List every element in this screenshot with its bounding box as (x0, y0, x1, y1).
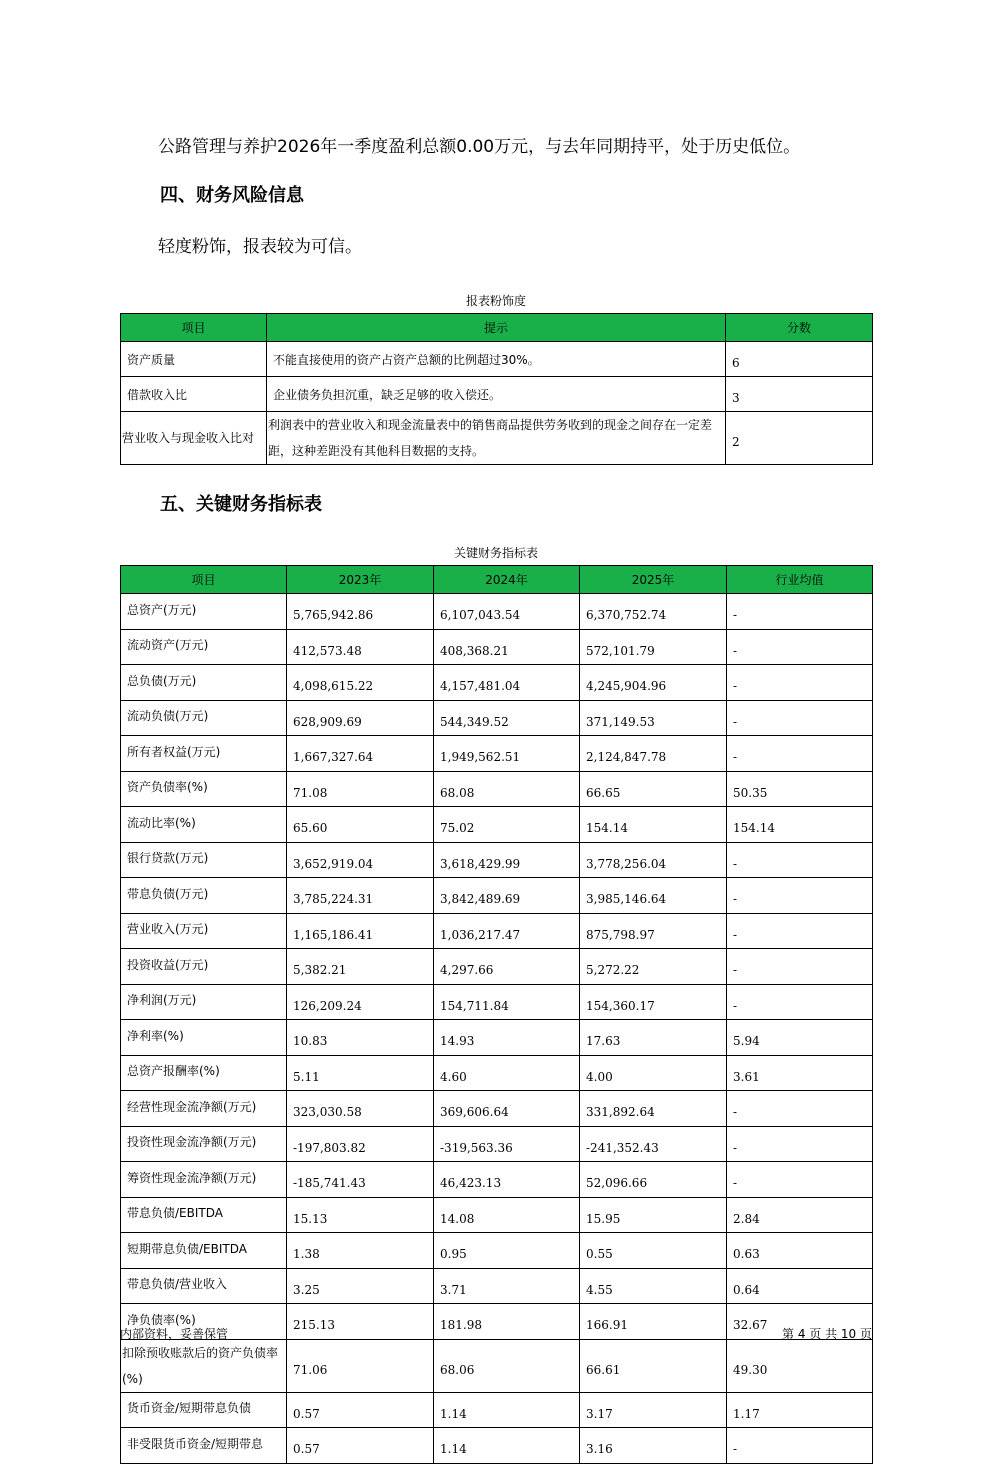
kfi-row (121, 913, 873, 949)
kfi-value: 0.57 (287, 1428, 434, 1464)
kfi-industry-avg: 154.14 (727, 807, 873, 843)
risk-header-hint: 提示 (267, 314, 726, 342)
kfi-item-label: 经营性现金流净额(万元) (121, 1091, 287, 1127)
kfi-value: 1,667,327.64 (287, 736, 434, 772)
kfi-row (121, 1339, 873, 1392)
kfi-industry-avg: 50.35 (727, 771, 873, 807)
kfi-value: 572,101.79 (580, 629, 727, 665)
kfi-value: 5,272.22 (580, 949, 727, 985)
kfi-row (121, 1268, 873, 1304)
kfi-item-label: 总资产(万元) (121, 594, 287, 630)
risk-score: 3 (726, 377, 873, 412)
kfi-value: 10.83 (287, 1020, 434, 1056)
kfi-value: 71.08 (287, 771, 434, 807)
kfi-value: 71.06 (287, 1339, 434, 1392)
kfi-row (121, 1126, 873, 1162)
kfi-value: 1.14 (434, 1392, 580, 1428)
kfi-value: 154.14 (580, 807, 727, 843)
kfi-row (121, 594, 873, 630)
kfi-value: 65.60 (287, 807, 434, 843)
kfi-item-label: 所有者权益(万元) (121, 736, 287, 772)
kfi-row (121, 1428, 873, 1464)
kfi-value: 408,368.21 (434, 629, 580, 665)
risk-row (121, 412, 873, 465)
kfi-value: 1,036,217.47 (434, 913, 580, 949)
kfi-row (121, 1233, 873, 1269)
kfi-row (121, 807, 873, 843)
kfi-value: 1,949,562.51 (434, 736, 580, 772)
kfi-item-label: 净利润(万元) (121, 984, 287, 1020)
kfi-value: 1.38 (287, 1233, 434, 1269)
kfi-value: 15.13 (287, 1197, 434, 1233)
kfi-value: 166.91 (580, 1304, 727, 1340)
kfi-industry-avg: 5.94 (727, 1020, 873, 1056)
kfi-row (121, 1055, 873, 1091)
kfi-industry-avg: 0.64 (727, 1268, 873, 1304)
kfi-row (121, 1304, 873, 1340)
kfi-item-label: 带息负债(万元) (121, 878, 287, 914)
kfi-industry-avg: - (727, 1126, 873, 1162)
kfi-industry-avg: - (727, 1162, 873, 1198)
kfi-value: 181.98 (434, 1304, 580, 1340)
kfi-value: 3.25 (287, 1268, 434, 1304)
kfi-value: 75.02 (434, 807, 580, 843)
kfi-row (121, 842, 873, 878)
risk-hint: 不能直接使用的资产占资产总额的比例超过30%。 (267, 342, 726, 377)
kfi-row (121, 736, 873, 772)
kfi-industry-avg: 2.84 (727, 1197, 873, 1233)
kfi-value: 4,297.66 (434, 949, 580, 985)
kfi-industry-avg: - (727, 700, 873, 736)
kfi-item-label: 净利率(%) (121, 1020, 287, 1056)
kfi-industry-avg: - (727, 878, 873, 914)
kfi-value: 4,157,481.04 (434, 665, 580, 701)
risk-item: 借款收入比 (121, 377, 267, 412)
risk-table-header (121, 314, 873, 342)
risk-row (121, 377, 873, 412)
kfi-value: 215.13 (287, 1304, 434, 1340)
kfi-value: 4,245,904.96 (580, 665, 727, 701)
kfi-value: 3,778,256.04 (580, 842, 727, 878)
risk-row (121, 342, 873, 377)
kfi-value: 66.65 (580, 771, 727, 807)
risk-table-caption: 报表粉饰度 (465, 294, 526, 308)
kfi-item-label: 投资性现金流净额(万元) (121, 1126, 287, 1162)
kfi-value: 369,606.64 (434, 1091, 580, 1127)
kfi-value: 323,030.58 (287, 1091, 434, 1127)
kfi-value: 2,124,847.78 (580, 736, 727, 772)
kfi-row (121, 1020, 873, 1056)
kfi-value: 3,618,429.99 (434, 842, 580, 878)
risk-item: 资产质量 (121, 342, 267, 377)
kfi-industry-avg: - (727, 949, 873, 985)
kfi-value: 68.06 (434, 1339, 580, 1392)
kfi-value: 4.60 (434, 1055, 580, 1091)
kfi-item-label: 带息负债/营业收入 (121, 1268, 287, 1304)
kfi-industry-avg: - (727, 1428, 873, 1464)
kfi-industry-avg: 49.30 (727, 1339, 873, 1392)
kfi-industry-avg: - (727, 629, 873, 665)
kfi-header-2024: 2024年 (434, 566, 580, 594)
kfi-value: 6,107,043.54 (434, 594, 580, 630)
kfi-industry-avg: 3.61 (727, 1055, 873, 1091)
risk-item: 营业收入与现金收入比对 (121, 412, 267, 465)
kfi-industry-avg: 0.63 (727, 1233, 873, 1269)
kfi-value: 4,098,615.22 (287, 665, 434, 701)
kfi-row (121, 984, 873, 1020)
kfi-row (121, 1197, 873, 1233)
kfi-header-item: 项目 (121, 566, 287, 594)
kfi-value: 412,573.48 (287, 629, 434, 665)
risk-score: 6 (726, 342, 873, 377)
kfi-item-label: 筹资性现金流净额(万元) (121, 1162, 287, 1198)
kfi-value: 4.00 (580, 1055, 727, 1091)
footer-left: 内部资料，妥善保管 (120, 1327, 229, 1341)
kfi-value: 3,985,146.64 (580, 878, 727, 914)
section5-heading: 五、关键财务指标表 (160, 494, 322, 515)
kfi-value: 3.17 (580, 1392, 727, 1428)
kfi-value: 14.08 (434, 1197, 580, 1233)
kfi-industry-avg: - (727, 913, 873, 949)
kfi-value: -241,352.43 (580, 1126, 727, 1162)
kfi-row (121, 629, 873, 665)
kfi-row (121, 1392, 873, 1428)
kfi-value: 0.57 (287, 1392, 434, 1428)
kfi-row (121, 1091, 873, 1127)
kfi-table-header (121, 566, 873, 594)
kfi-value: 6,370,752.74 (580, 594, 727, 630)
risk-header-score: 分数 (726, 314, 873, 342)
risk-score: 2 (726, 412, 873, 465)
risk-table (120, 313, 873, 465)
kfi-value: 875,798.97 (580, 913, 727, 949)
kfi-industry-avg: - (727, 594, 873, 630)
kfi-value: 15.95 (580, 1197, 727, 1233)
kfi-value: 17.63 (580, 1020, 727, 1056)
kfi-value: 0.55 (580, 1233, 727, 1269)
risk-hint: 利润表中的营业收入和现金流量表中的销售商品提供劳务收到的现金之间存在一定差距，这种差距没有其他科目数据的支持。 (267, 412, 726, 465)
kfi-value: 371,149.53 (580, 700, 727, 736)
kfi-value: 4.55 (580, 1268, 727, 1304)
kfi-value: 5,382.21 (287, 949, 434, 985)
kfi-industry-avg: - (727, 1091, 873, 1127)
kfi-value: 5.11 (287, 1055, 434, 1091)
kfi-value: 154,711.84 (434, 984, 580, 1020)
kfi-item-label: 资产负债率(%) (121, 771, 287, 807)
risk-header-item: 项目 (121, 314, 267, 342)
kfi-industry-avg: - (727, 842, 873, 878)
page-number: 第 4 页 共 10 页 (782, 1327, 872, 1341)
kfi-item-label: 带息负债/EBITDA (121, 1197, 287, 1233)
kfi-item-label: 银行贷款(万元) (121, 842, 287, 878)
kfi-row (121, 878, 873, 914)
kfi-item-label: 总负债(万元) (121, 665, 287, 701)
kfi-value: 628,909.69 (287, 700, 434, 736)
kfi-row (121, 665, 873, 701)
kfi-header-2023: 2023年 (287, 566, 434, 594)
kfi-value: 68.08 (434, 771, 580, 807)
kfi-industry-avg: - (727, 736, 873, 772)
kfi-industry-avg: - (727, 665, 873, 701)
kfi-item-label: 流动资产(万元) (121, 629, 287, 665)
kfi-value: 3.71 (434, 1268, 580, 1304)
kfi-industry-avg: 1.17 (727, 1392, 873, 1428)
kfi-header-2025: 2025年 (580, 566, 727, 594)
kfi-value: 46,423.13 (434, 1162, 580, 1198)
kfi-item-label: 扣除预收账款后的资产负债率(%) (121, 1339, 287, 1392)
kfi-table-caption: 关键财务指标表 (453, 546, 538, 560)
kfi-item-label: 流动比率(%) (121, 807, 287, 843)
kfi-value: 0.95 (434, 1233, 580, 1269)
kfi-row (121, 949, 873, 985)
kfi-item-label: 流动负债(万元) (121, 700, 287, 736)
kfi-value: 331,892.64 (580, 1091, 727, 1127)
kfi-item-label: 非受限货币资金/短期带息 (121, 1428, 287, 1464)
kfi-value: 1.14 (434, 1428, 580, 1464)
kfi-item-label: 净负债率(%) (121, 1304, 287, 1340)
kfi-value: 66.61 (580, 1339, 727, 1392)
kfi-header-industry-avg: 行业均值 (727, 566, 873, 594)
section4-heading: 四、财务风险信息 (160, 185, 304, 206)
kfi-value: 3,652,919.04 (287, 842, 434, 878)
kfi-item-label: 投资收益(万元) (121, 949, 287, 985)
kfi-industry-avg: 32.67 (727, 1304, 873, 1340)
kfi-value: 1,165,186.41 (287, 913, 434, 949)
kfi-row (121, 771, 873, 807)
kfi-value: 154,360.17 (580, 984, 727, 1020)
risk-hint: 企业债务负担沉重，缺乏足够的收入偿还。 (267, 377, 726, 412)
kfi-row (121, 1162, 873, 1198)
kfi-item-label: 总资产报酬率(%) (121, 1055, 287, 1091)
kfi-value: 52,096.66 (580, 1162, 727, 1198)
kfi-industry-avg: - (727, 984, 873, 1020)
kfi-value: 3,842,489.69 (434, 878, 580, 914)
key-financial-table (120, 565, 873, 1464)
kfi-row (121, 700, 873, 736)
kfi-value: 3.16 (580, 1428, 727, 1464)
kfi-value: 126,209.24 (287, 984, 434, 1020)
kfi-item-label: 短期带息负债/EBITDA (121, 1233, 287, 1269)
section4-paragraph: 轻度粉饰，报表较为可信。 (158, 237, 362, 257)
kfi-value: 5,765,942.86 (287, 594, 434, 630)
kfi-value: 3,785,224.31 (287, 878, 434, 914)
kfi-value: -319,563.36 (434, 1126, 580, 1162)
kfi-value: -197,803.82 (287, 1126, 434, 1162)
kfi-value: -185,741.43 (287, 1162, 434, 1198)
kfi-value: 14.93 (434, 1020, 580, 1056)
kfi-item-label: 货币资金/短期带息负债 (121, 1392, 287, 1428)
kfi-item-label: 营业收入(万元) (121, 913, 287, 949)
kfi-value: 544,349.52 (434, 700, 580, 736)
intro-paragraph: 公路管理与养护2026年一季度盈利总额0.00万元，与去年同期持平，处于历史低位。 (158, 137, 801, 157)
